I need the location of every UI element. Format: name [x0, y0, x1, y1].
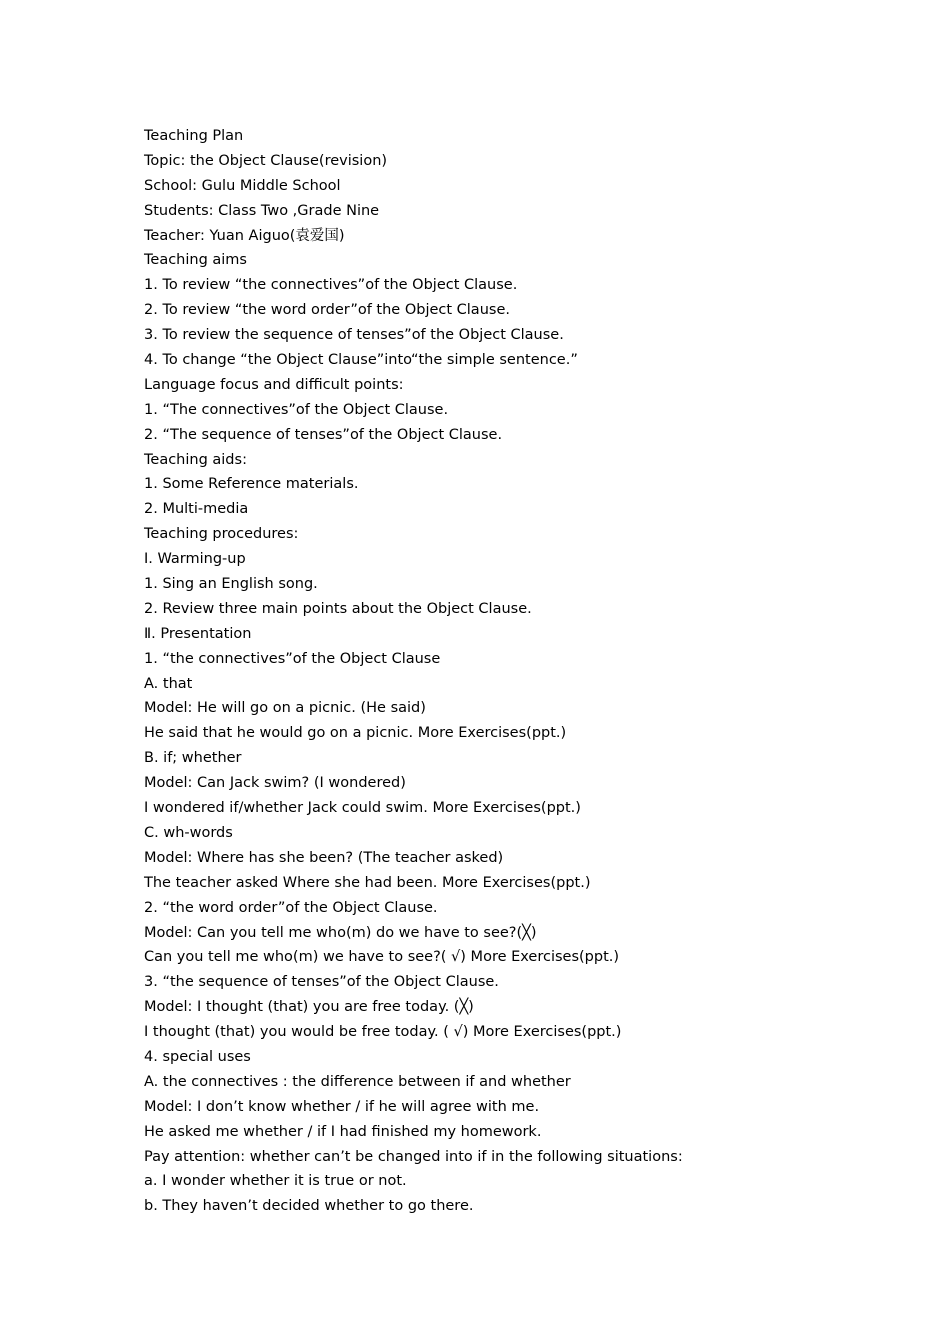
- text-line: Teacher: Yuan Aiguo(袁爱国): [144, 227, 345, 244]
- text-line: Model: I thought (that) you are free today. (╳): [144, 999, 474, 1016]
- text-line: 3. To review the sequence of tenses”of the Object Clause.: [144, 327, 564, 344]
- text-line: Model: I don’t know whether / if he will agree with me.: [144, 1098, 540, 1115]
- text-line: Model: He will go on a picnic. (He said): [144, 700, 426, 717]
- text-line: I wondered if/whether Jack could swim. More Exercises(ppt.): [144, 800, 581, 817]
- text-line: School: Gulu Middle School: [144, 177, 341, 194]
- text-line: Teaching aims: [144, 252, 247, 269]
- text-line: 1. To review “the connectives”of the Object Clause.: [144, 277, 518, 294]
- text-line: Ⅰ. Warming-up: [144, 551, 246, 568]
- text-line: Can you tell me who(m) we have to see?( √) More Exercises(ppt.): [144, 949, 620, 966]
- text-line: Language focus and difficult points:: [144, 376, 404, 393]
- text-line: Students: Class Two ,Grade Nine: [144, 202, 380, 219]
- text-line: 2. To review “the word order”of the Object Clause.: [144, 302, 510, 319]
- text-line: 4. To change “the Object Clause”into“the simple sentence.”: [144, 352, 578, 369]
- text-line: I thought (that) you would be free today. ( √) More Exercises(ppt.): [144, 1024, 622, 1041]
- text-line: He said that he would go on a picnic. More Exercises(ppt.): [144, 725, 567, 742]
- text-line: The teacher asked Where she had been. More Exercises(ppt.): [144, 874, 591, 891]
- text-line: 1. Sing an English song.: [144, 576, 318, 593]
- text-line: 4. special uses: [144, 1048, 251, 1065]
- document-body: [144, 124, 904, 1219]
- text-line: 1. “The connectives”of the Object Clause.: [144, 401, 449, 418]
- text-line: A. that: [144, 675, 193, 692]
- text-line: 2. “The sequence of tenses”of the Object Clause.: [144, 426, 503, 443]
- text-line: a. I wonder whether it is true or not.: [144, 1173, 407, 1190]
- text-line: Model: Where has she been? (The teacher asked): [144, 849, 504, 866]
- text-line: B. if; whether: [144, 750, 242, 767]
- text-line: He asked me whether / if I had finished my homework.: [144, 1123, 542, 1140]
- text-line: 1. “the connectives”of the Object Clause: [144, 650, 441, 667]
- text-line: 1. Some Reference materials.: [144, 476, 359, 493]
- text-line: Teaching Plan: [144, 128, 244, 144]
- text-line: 3. “the sequence of tenses”of the Object Clause.: [144, 974, 499, 991]
- text-line: Teaching procedures:: [144, 526, 299, 543]
- text-line: b. They haven’t decided whether to go there.: [144, 1198, 474, 1215]
- text-line: Topic: the Object Clause(revision): [144, 152, 388, 169]
- text-line: Ⅱ. Presentation: [144, 625, 252, 642]
- text-line: C. wh-words: [144, 824, 233, 841]
- text-line: 2. Review three main points about the Object Clause.: [144, 600, 532, 617]
- text-line: Teaching aids:: [144, 451, 247, 468]
- text-line: 2. Multi-media: [144, 501, 249, 518]
- text-line: A. the connectives : the difference between if and whether: [144, 1073, 571, 1090]
- text-line: Pay attention: whether can’t be changed into if in the following situations:: [144, 1148, 683, 1165]
- text-line: Model: Can Jack swim? (I wondered): [144, 775, 406, 792]
- text-line: 2. “the word order”of the Object Clause.: [144, 899, 438, 916]
- text-line: Model: Can you tell me who(m) do we have to see?(╳): [144, 924, 537, 941]
